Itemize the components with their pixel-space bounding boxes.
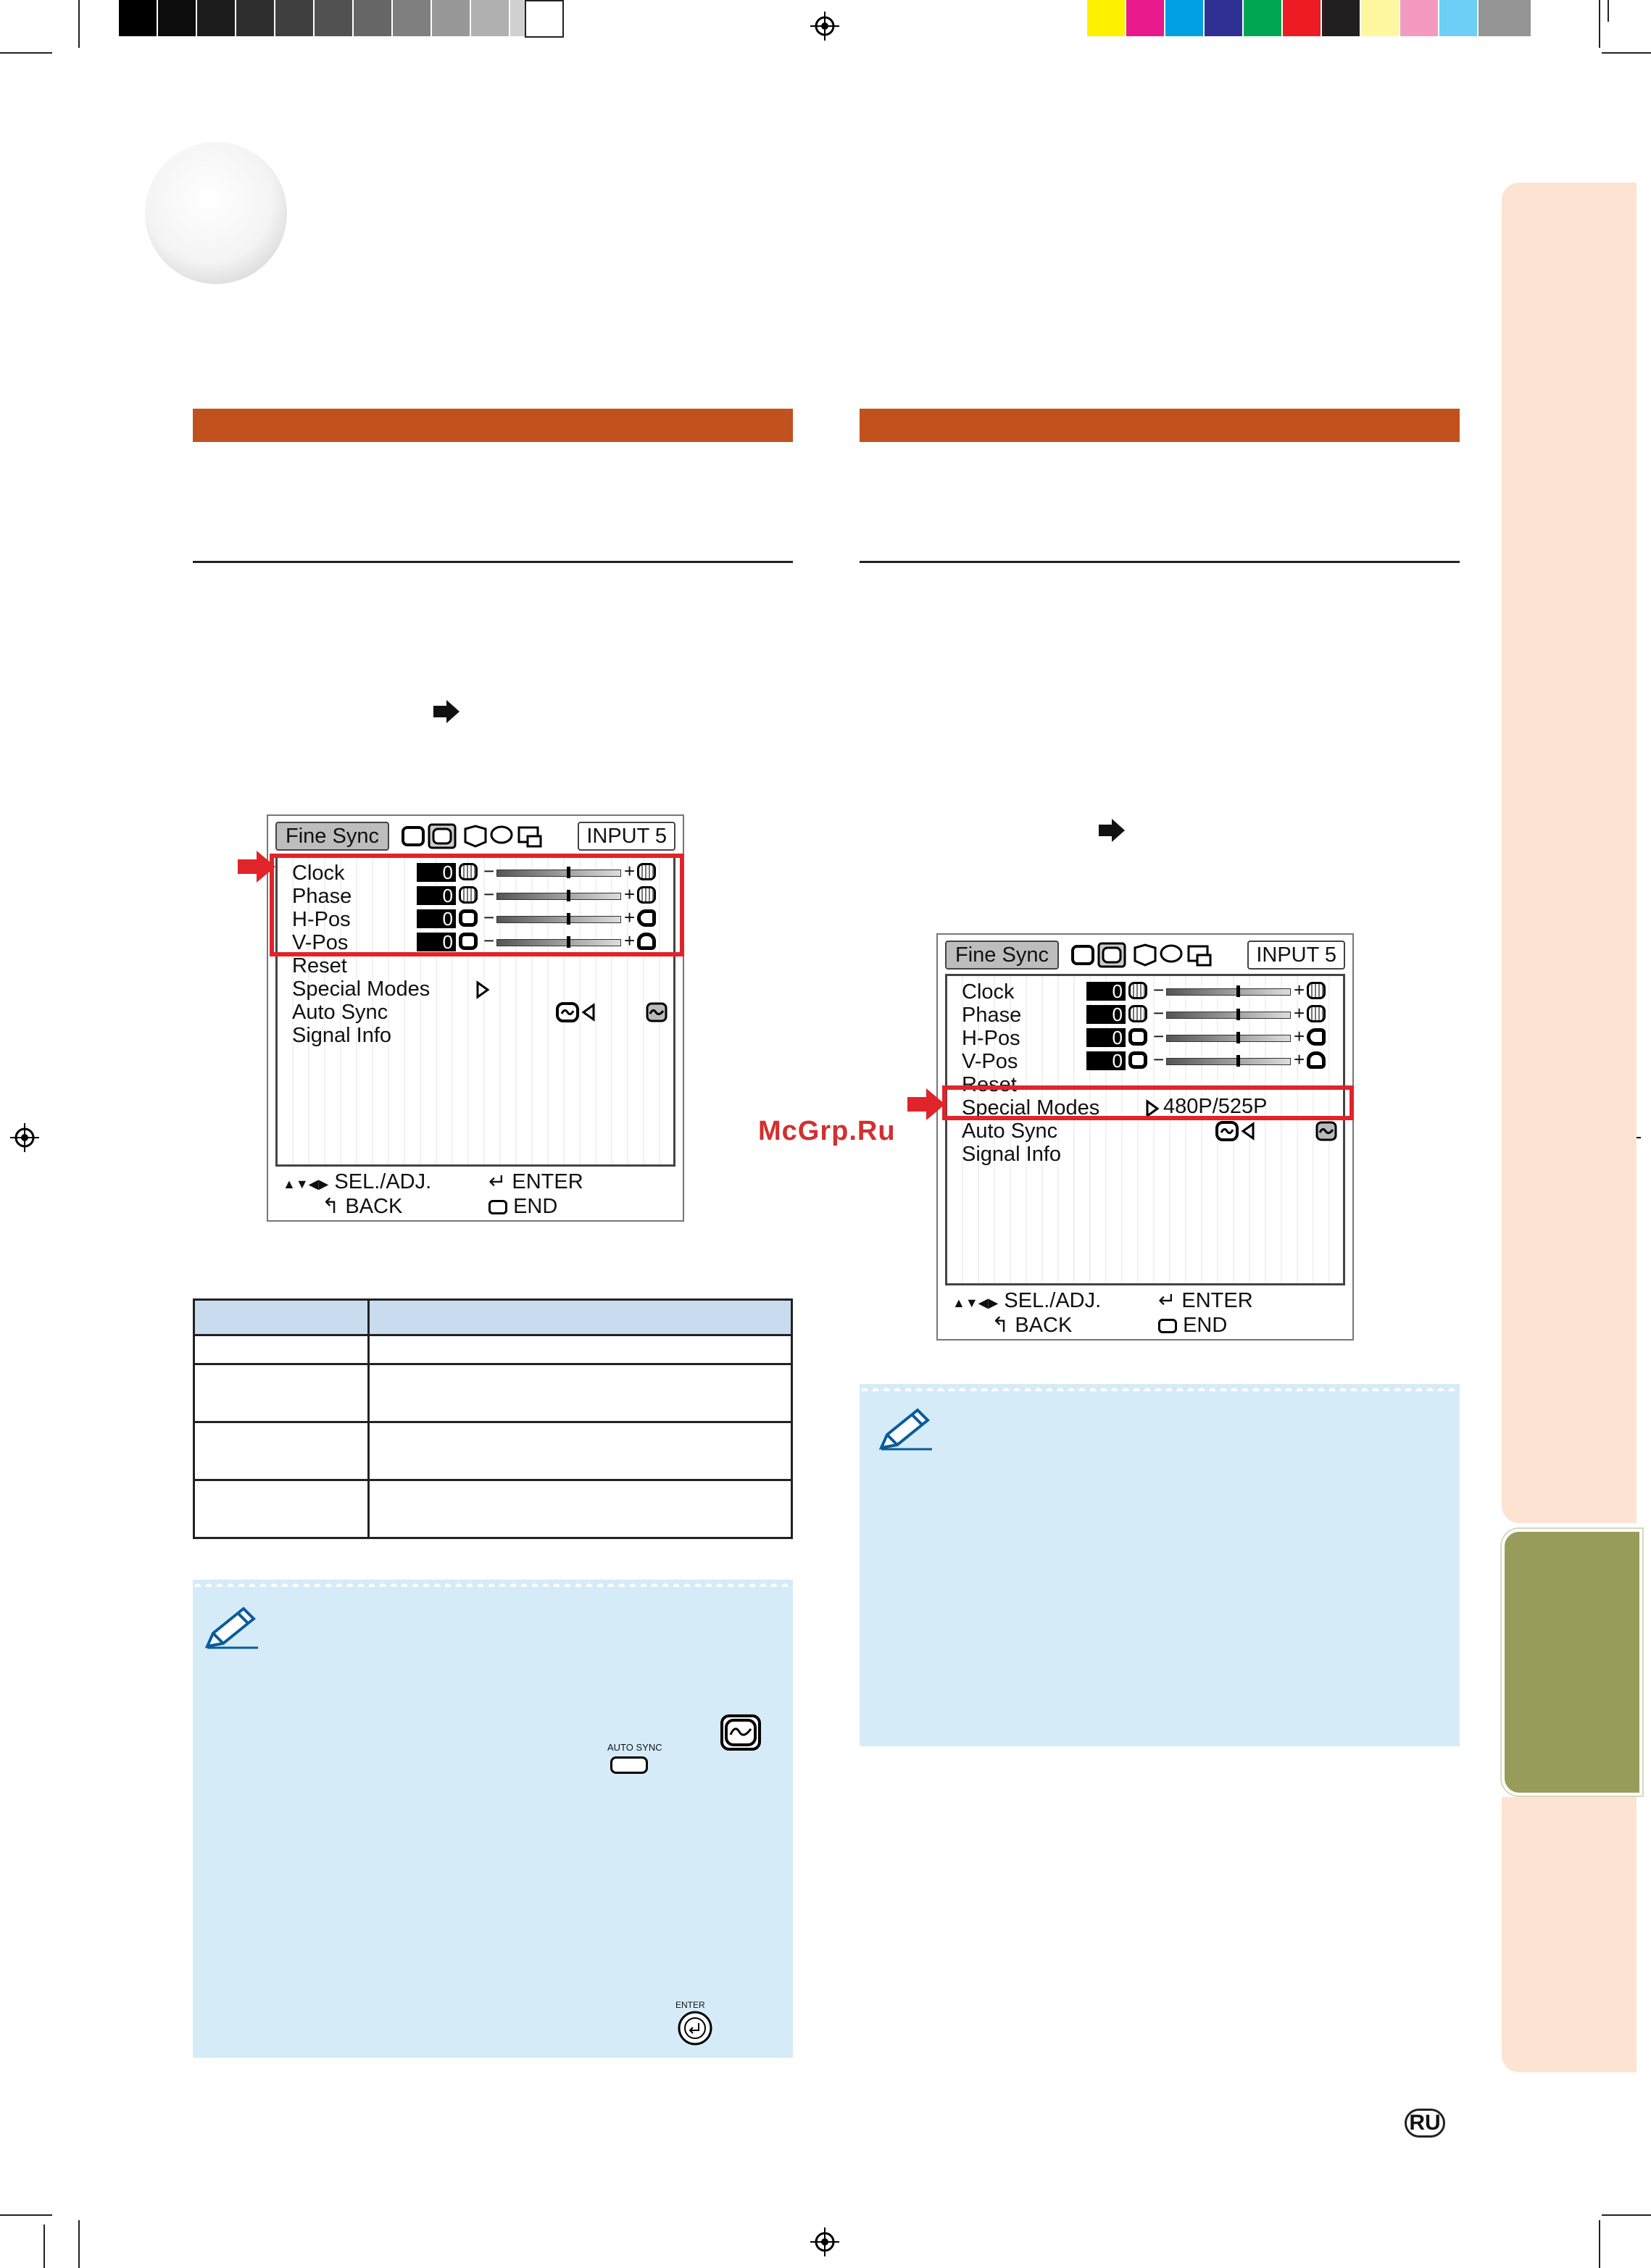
menu-item-auto-sync[interactable]: Auto Sync bbox=[292, 1001, 388, 1024]
table-cell bbox=[194, 1335, 369, 1364]
menu-item-reset[interactable]: Reset bbox=[292, 954, 347, 977]
sidebar-tab-upper bbox=[1502, 183, 1637, 1523]
menu-item-auto-sync[interactable]: Auto Sync bbox=[962, 1120, 1058, 1143]
value-v-pos: 0 bbox=[1086, 1051, 1126, 1070]
section-header-bar-left bbox=[193, 409, 793, 442]
watermark-text: McGrp.Ru bbox=[758, 1116, 896, 1146]
osd-menu-icons bbox=[400, 823, 545, 849]
osd-footer-enter bbox=[1158, 1288, 1253, 1313]
table-row bbox=[194, 1480, 792, 1538]
enter-icon: ↵ bbox=[1158, 1289, 1176, 1312]
menu-item-special-modes[interactable]: Special Modes bbox=[292, 977, 431, 1001]
osd-panel bbox=[945, 974, 1345, 1285]
nav-arrows-icon: ▲▼◀▶ bbox=[952, 1296, 999, 1310]
auto-sync-button-icon bbox=[610, 1756, 648, 1774]
plus-sign: + bbox=[624, 860, 636, 882]
back-label: BACK bbox=[1015, 1314, 1073, 1337]
plus-sign: + bbox=[1294, 1048, 1305, 1070]
pencil-note-icon bbox=[877, 1406, 935, 1452]
minus-sign: − bbox=[483, 930, 495, 951]
menu-item-h-pos[interactable]: H-Pos bbox=[292, 908, 351, 931]
table-cell bbox=[369, 1335, 792, 1364]
slider-v-pos[interactable] bbox=[1166, 1058, 1291, 1065]
sidebar-tab-lower bbox=[1502, 1797, 1637, 2072]
slider-h-pos[interactable] bbox=[1166, 1035, 1291, 1042]
table-row bbox=[194, 1335, 792, 1364]
table-cell bbox=[194, 1364, 369, 1422]
plus-sign: + bbox=[624, 930, 636, 951]
enter-button-icon bbox=[677, 2010, 713, 2046]
auto-sync-off-icon bbox=[556, 1002, 607, 1022]
slider-phase[interactable] bbox=[1166, 1012, 1291, 1019]
registration-mark-icon bbox=[810, 2227, 839, 2256]
auto-sync-off-icon bbox=[1215, 1121, 1266, 1141]
osd-footer-end bbox=[1158, 1313, 1227, 1338]
value-clock: 0 bbox=[417, 863, 456, 882]
v-pos-low-icon bbox=[1128, 1051, 1147, 1069]
registration-mark-icon bbox=[810, 12, 839, 41]
pointer-arrow-icon bbox=[236, 849, 277, 884]
menu-item-phase[interactable]: Phase bbox=[962, 1004, 1022, 1027]
table-cell bbox=[194, 1422, 369, 1480]
table-cell bbox=[369, 1364, 792, 1422]
phase-high-icon bbox=[1307, 1005, 1326, 1022]
back-icon: ↰ bbox=[322, 1195, 340, 1218]
sel-adj-label: SEL./ADJ. bbox=[1004, 1289, 1102, 1312]
clock-low-icon bbox=[1128, 982, 1147, 999]
value-h-pos: 0 bbox=[1086, 1028, 1126, 1047]
table-row bbox=[194, 1422, 792, 1480]
table-cell bbox=[194, 1480, 369, 1538]
osd-menu-tab[interactable]: Fine Sync bbox=[275, 822, 389, 851]
nav-arrows-icon: ▲▼◀▶ bbox=[283, 1177, 329, 1191]
osd-footer-back bbox=[322, 1194, 402, 1219]
value-phase: 0 bbox=[417, 886, 456, 905]
section-rule-right bbox=[860, 561, 1460, 563]
slider-clock[interactable] bbox=[1166, 988, 1291, 996]
menu-item-v-pos[interactable]: V-Pos bbox=[292, 931, 349, 954]
end-label: END bbox=[513, 1195, 558, 1218]
slider-thumb[interactable] bbox=[1236, 1009, 1240, 1020]
table-cell bbox=[369, 1422, 792, 1480]
value-phase: 0 bbox=[1086, 1005, 1126, 1024]
end-icon bbox=[488, 1200, 507, 1214]
plus-sign: + bbox=[624, 883, 636, 905]
menu-item-phase[interactable]: Phase bbox=[292, 885, 352, 908]
end-label: END bbox=[1183, 1314, 1228, 1337]
osd-screen-right bbox=[936, 933, 1354, 1341]
osd-menu-tab[interactable]: Fine Sync bbox=[945, 941, 1059, 970]
table-header-cell bbox=[194, 1300, 369, 1335]
v-pos-high-icon bbox=[1307, 1051, 1326, 1069]
minus-sign: − bbox=[483, 906, 495, 928]
auto-sync-osd-icon bbox=[720, 1714, 761, 1751]
language-badge: RU bbox=[1405, 2109, 1445, 2138]
menu-item-clock[interactable]: Clock bbox=[292, 862, 345, 885]
pointer-arrow-icon bbox=[906, 1087, 947, 1122]
osd-input-label: INPUT 5 bbox=[1247, 941, 1345, 970]
menu-item-v-pos[interactable]: V-Pos bbox=[962, 1050, 1018, 1073]
enter-label: ENTER bbox=[512, 1170, 583, 1193]
sel-adj-label: SEL./ADJ. bbox=[334, 1170, 432, 1193]
slider-thumb[interactable] bbox=[1236, 1055, 1240, 1067]
slider-thumb[interactable] bbox=[1236, 985, 1240, 997]
menu-item-reset[interactable]: Reset bbox=[962, 1073, 1017, 1096]
auto-sync-on-icon bbox=[646, 1002, 668, 1022]
osd-footer-back bbox=[991, 1313, 1072, 1338]
minus-sign: − bbox=[483, 860, 495, 882]
highlight-box-adjust-items bbox=[270, 854, 684, 956]
note-box-left bbox=[193, 1580, 793, 2058]
end-icon bbox=[1158, 1319, 1177, 1333]
special-modes-pointer-icon bbox=[475, 980, 491, 999]
menu-item-signal-info[interactable]: Signal Info bbox=[962, 1143, 1062, 1166]
clock-high-icon bbox=[1307, 982, 1326, 999]
osd-footer-sel bbox=[952, 1288, 1101, 1315]
table-row bbox=[194, 1364, 792, 1422]
minus-sign: − bbox=[1153, 1025, 1165, 1047]
osd-input-label: INPUT 5 bbox=[578, 822, 675, 851]
osd-footer-sel bbox=[283, 1170, 431, 1196]
enter-label: ENTER bbox=[1181, 1289, 1253, 1312]
minus-sign: − bbox=[1153, 1048, 1165, 1070]
sidebar-tab-active[interactable] bbox=[1502, 1529, 1642, 1796]
back-icon: ↰ bbox=[991, 1314, 1010, 1337]
enter-button-label: ENTER bbox=[675, 2000, 705, 2010]
section-header-bar-right bbox=[860, 409, 1460, 442]
enter-icon: ↵ bbox=[488, 1170, 507, 1193]
minus-sign: − bbox=[1153, 979, 1165, 1001]
minus-sign: − bbox=[483, 883, 495, 905]
menu-item-clock[interactable]: Clock bbox=[962, 980, 1015, 1004]
slider-thumb[interactable] bbox=[1236, 1032, 1240, 1043]
value-clock: 0 bbox=[1086, 982, 1126, 1001]
osd-footer-end bbox=[488, 1194, 557, 1219]
osd-menu-icons bbox=[1070, 942, 1215, 968]
table-header-cell bbox=[369, 1300, 792, 1335]
special-modes-value: 480P/525P bbox=[1163, 1095, 1268, 1118]
auto-sync-on-icon bbox=[1315, 1121, 1337, 1141]
value-v-pos: 0 bbox=[417, 933, 456, 951]
section-rule-left bbox=[193, 561, 793, 563]
h-pos-high-icon bbox=[1307, 1028, 1326, 1046]
note-perforation bbox=[860, 1384, 1460, 1391]
highlight-box-special-modes bbox=[942, 1085, 1354, 1120]
table-header-row bbox=[194, 1300, 792, 1335]
plus-sign: + bbox=[1294, 979, 1305, 1001]
back-label: BACK bbox=[345, 1195, 403, 1218]
arrow-right-icon bbox=[432, 699, 461, 725]
value-h-pos: 0 bbox=[417, 909, 456, 928]
h-pos-low-icon bbox=[1128, 1028, 1147, 1046]
registration-mark-icon bbox=[10, 1123, 39, 1152]
note-perforation bbox=[193, 1580, 793, 1587]
chapter-circle bbox=[145, 142, 287, 284]
arrow-right-icon bbox=[1097, 817, 1126, 843]
plus-sign: + bbox=[624, 906, 636, 928]
pencil-note-icon bbox=[203, 1604, 261, 1651]
table-cell bbox=[369, 1480, 792, 1538]
phase-low-icon bbox=[1128, 1005, 1147, 1022]
menu-item-h-pos[interactable]: H-Pos bbox=[962, 1027, 1020, 1050]
menu-item-special-modes[interactable]: Special Modes bbox=[962, 1096, 1100, 1120]
plus-sign: + bbox=[1294, 1002, 1305, 1024]
osd-footer-enter bbox=[488, 1170, 583, 1194]
adjustment-table bbox=[193, 1298, 793, 1539]
note-box-right bbox=[860, 1384, 1460, 1746]
menu-item-signal-info[interactable]: Signal Info bbox=[292, 1024, 392, 1047]
minus-sign: − bbox=[1153, 1002, 1165, 1024]
plus-sign: + bbox=[1294, 1025, 1305, 1047]
auto-sync-button-label: AUTO SYNC bbox=[607, 1742, 662, 1753]
